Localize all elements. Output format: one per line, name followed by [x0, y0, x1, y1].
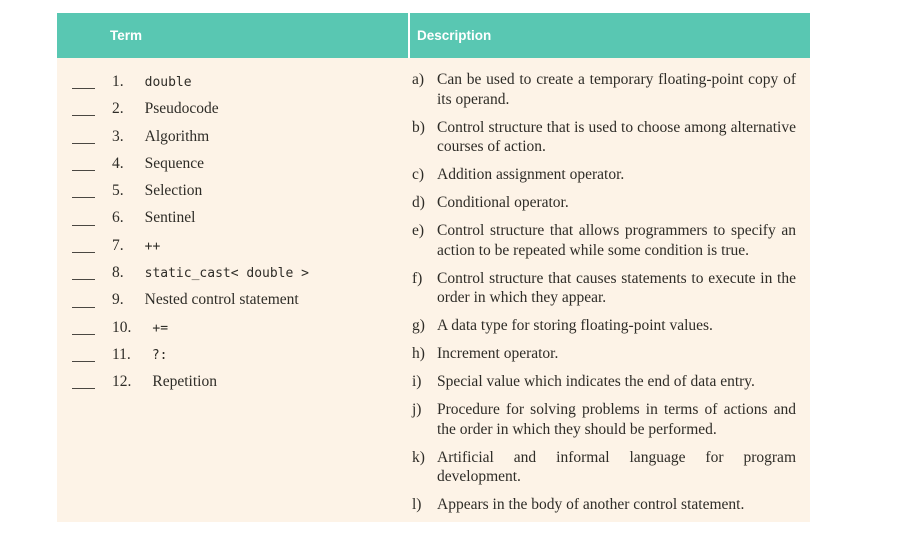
term-text: ?: [151, 347, 168, 363]
description-text: Conditional operator. [437, 194, 569, 211]
term-number: 4. [112, 154, 124, 172]
answer-blank[interactable] [72, 252, 95, 253]
term-row [72, 237, 408, 264]
term-row [72, 373, 408, 400]
term-number: 2. [112, 100, 124, 118]
matching-exercise-table [57, 13, 810, 522]
term-number: 12. [112, 373, 132, 391]
term-row [72, 182, 408, 209]
description-item [412, 118, 796, 157]
description-text: Control structure that causes statements to execute in the order in which they appear. [437, 269, 796, 306]
answer-blank[interactable] [72, 388, 95, 389]
answer-blank[interactable] [72, 143, 95, 144]
column-header-term: Term [110, 28, 143, 43]
description-text: Increment operator. [437, 345, 559, 362]
description-text: Control structure that is used to choose among alternative courses of action. [437, 118, 796, 155]
term-text: Nested control statement [144, 291, 299, 309]
term-row [72, 291, 408, 318]
term-list [57, 68, 408, 515]
term-number: 8. [112, 264, 124, 282]
description-letter: f) [412, 269, 423, 287]
description-letter: k) [412, 448, 425, 466]
description-letter: b) [412, 118, 425, 136]
description-item [412, 372, 796, 392]
description-text: Can be used to create a temporary floating-point copy of its operand. [437, 71, 796, 108]
term-number: 9. [112, 291, 124, 309]
description-letter: e) [412, 222, 425, 239]
description-text: A data type for storing floating-point values. [437, 317, 713, 334]
term-text: += [152, 320, 169, 336]
description-item [412, 269, 796, 308]
description-item [412, 400, 796, 439]
description-item [412, 448, 796, 487]
description-text: Control structure that allows programmers to specify an action to be repeated while some condition is true. [437, 222, 796, 259]
term-row [72, 128, 408, 155]
description-letter: a) [412, 71, 425, 88]
description-text: Addition assignment operator. [437, 166, 625, 183]
term-number: 1. [112, 73, 124, 90]
description-letter: h) [412, 345, 425, 362]
term-row [72, 346, 408, 373]
answer-blank[interactable] [72, 88, 95, 89]
description-letter: i) [412, 373, 422, 390]
description-item [412, 221, 796, 260]
term-row [72, 264, 408, 291]
description-letter: c) [412, 166, 425, 183]
description-letter: j) [412, 401, 422, 418]
term-text: Sentinel [144, 209, 196, 227]
table-body [57, 58, 810, 522]
term-text: double [144, 75, 192, 90]
term-text: Selection [144, 182, 203, 200]
description-text: Appears in the body of another control statement. [437, 496, 745, 513]
description-item [412, 70, 796, 109]
term-text: Pseudocode [144, 100, 219, 118]
term-row [72, 155, 408, 182]
term-number: 3. [112, 127, 124, 145]
term-number: 6. [112, 209, 124, 227]
answer-blank[interactable] [72, 361, 95, 362]
term-text: ++ [144, 238, 161, 254]
description-item [412, 495, 796, 515]
term-row [72, 100, 408, 127]
description-text: Artificial and informal language for program development. [437, 448, 796, 485]
description-text: Special value which indicates the end of data entry. [437, 373, 755, 390]
description-item [412, 316, 796, 336]
term-text: static_cast< double > [144, 266, 309, 282]
term-row [72, 73, 408, 100]
term-text: Repetition [152, 373, 217, 391]
description-item [412, 344, 796, 364]
term-text: Sequence [144, 154, 205, 172]
term-row [72, 319, 408, 346]
answer-blank[interactable] [72, 279, 95, 280]
description-letter: d) [412, 194, 425, 211]
answer-blank[interactable] [72, 225, 95, 226]
term-number: 11. [112, 345, 131, 363]
answer-blank[interactable] [72, 307, 95, 308]
table-header [57, 13, 810, 58]
description-item [412, 165, 796, 185]
answer-blank[interactable] [72, 170, 95, 171]
term-number: 5. [112, 182, 124, 200]
term-text: Algorithm [144, 127, 210, 145]
description-list [408, 68, 810, 515]
description-letter: g) [412, 317, 425, 334]
term-number: 7. [112, 236, 124, 254]
description-text: Procedure for solving problems in terms of actions and the order in which they should be performed. [437, 401, 796, 438]
column-header-description: Description [408, 13, 810, 58]
answer-blank[interactable] [72, 115, 95, 116]
answer-blank[interactable] [72, 197, 95, 198]
description-letter: l) [412, 496, 422, 513]
term-number: 10. [112, 318, 132, 336]
term-row [72, 209, 408, 236]
description-item [412, 193, 796, 213]
answer-blank[interactable] [72, 334, 95, 335]
